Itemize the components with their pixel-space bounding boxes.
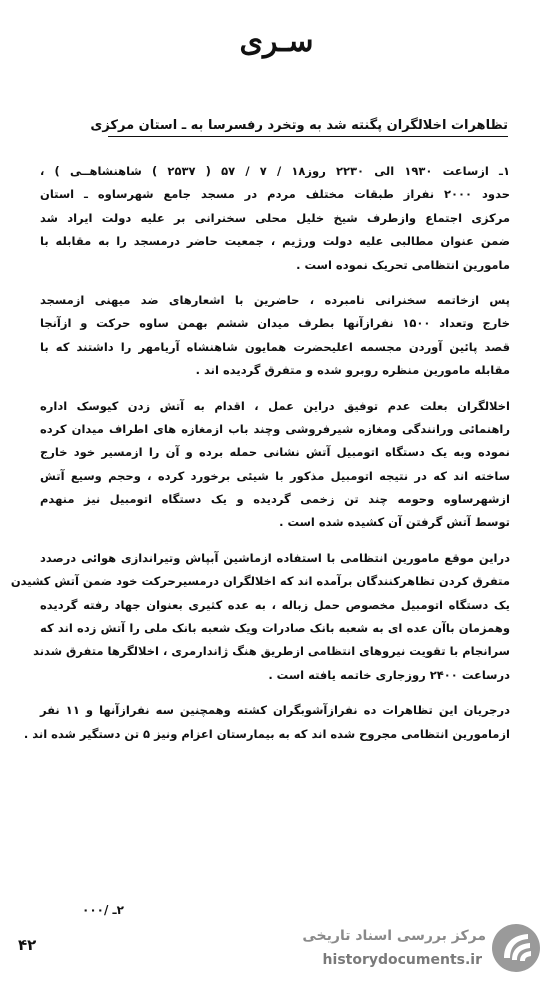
body-line: درساعت ۲۴۰۰ روزجاری خاتمه یافته است . — [268, 667, 510, 682]
body-line: خارج وتعداد ۱۵۰۰ نفرازآنها بطرف میدان ششم بهمن ساوه حرکت و ازآنجا — [40, 316, 510, 331]
archive-logo-icon — [490, 922, 542, 974]
document-body — [10, 160, 511, 746]
body-line: ساخته اند که در نتیجه اتومبیل مذکور با شیئی برخورد کرده ، وحجم وسیع آتش — [40, 468, 510, 483]
body-line: راهنمائی ورانندگی ومغازه شیرفروشی وچند باب ازمغازه های اطراف میدان کرده — [40, 421, 510, 436]
body-line: وهمزمان باآن عده ای به شعبه بانک صادرات ویک شعبه بانک ملی را آتش زده اند که — [40, 621, 510, 636]
reference-number: ۲ـ /۰۰۰ — [82, 903, 124, 917]
watermark-url: historydocuments.ir — [322, 952, 482, 968]
body-line: ازمامورین انتظامی مجروح شده اند که به بیمارستان اعزام ونیز ۵ تن دستگیر شده اند . — [23, 726, 510, 741]
body-line: ضمن عنوان مطالبی علیه دولت ورژیم ، جمعیت حاضر درمسجد را به مقابله با — [40, 234, 510, 249]
body-line: حدود ۲۰۰۰ نفراز طبقات مختلف مردم در مسجد جامع شهرساوه ـ استان — [40, 187, 511, 202]
body-line: متفرق کردن تظاهرکنندگان برآمده اند که اخلالگران درمسیرحرکت خود ضمن آتش کشیدن — [10, 574, 510, 589]
document-heading: تظاهرات اخلالگران پگنته شد به وتخرد رفسرسا به ـ استان مرکزی — [108, 118, 508, 137]
body-line: دراین موقع مامورین انتظامی با استفاده ازماشین آبپاش وتیراندازی هوائی درصدد — [40, 550, 510, 565]
body-line: ۱ـ ازساعت ۱۹۳۰ الی ۲۲۳۰ روز۱۸ / ۷ / ۵۷ ( ۲۵۳۷ ) شاهنشاهــی ) ، — [40, 164, 510, 178]
body-line: سرانجام با تقویت نیروهای انتظامی ازطریق هنگ ژاندارمری ، اخلالگرها متفرق شدند — [33, 644, 510, 659]
body-line: قصد پائین آوردن مجسمه اعلیحضرت همایون شاهنشاه آریامهر را داشتند که با — [40, 339, 510, 354]
watermark-name: مرکز بررسی اسناد تاریخی — [302, 928, 486, 944]
body-line: نموده وبه یک دستگاه اتومبیل آتش نشانی حمله برده و آن را ازمسیر خود خارج — [40, 445, 510, 460]
body-line: پس ازخاتمه سخنرانی نامبرده ، حاضرین با اشعارهای ضد میهنی ازمسجد — [40, 292, 510, 307]
body-line: درجریان این تظاهرات ده نفرازآشوبگران کشته وهمچنین سه نفرازآنها و ۱۱ نفر — [40, 703, 510, 718]
body-line: توسط آتش گرفتن آن کشیده شده است . — [279, 515, 510, 530]
body-line: اخلالگران بعلت عدم توفیق دراین عمل ، اقدام به آتش زدن کیوسک اداره — [40, 398, 510, 413]
classification-mark: سـری — [239, 24, 314, 59]
body-line: مقابله مامورین منظره روبرو شده و متفرق گردیده اند . — [195, 363, 510, 378]
archive-watermark — [262, 920, 546, 980]
body-line: مامورین انتظامی تحریک نموده است . — [296, 257, 510, 272]
body-line: مرکزی اجتماع وازطرف شیخ خلیل محلی سخنرانی بر علیه دولت ایراد شد — [40, 210, 510, 225]
page-marker: ۴۲ — [18, 936, 37, 954]
body-line: ازشهرساوه وحومه چند تن زخمی گردیده و یک دستگاه اتومبیل نیز منهدم — [40, 492, 510, 507]
body-line: یک دستگاه اتومبیل مخصوص حمل زباله ، به عده کثیری بعنوان جهاد رفته گردیده — [40, 597, 510, 612]
